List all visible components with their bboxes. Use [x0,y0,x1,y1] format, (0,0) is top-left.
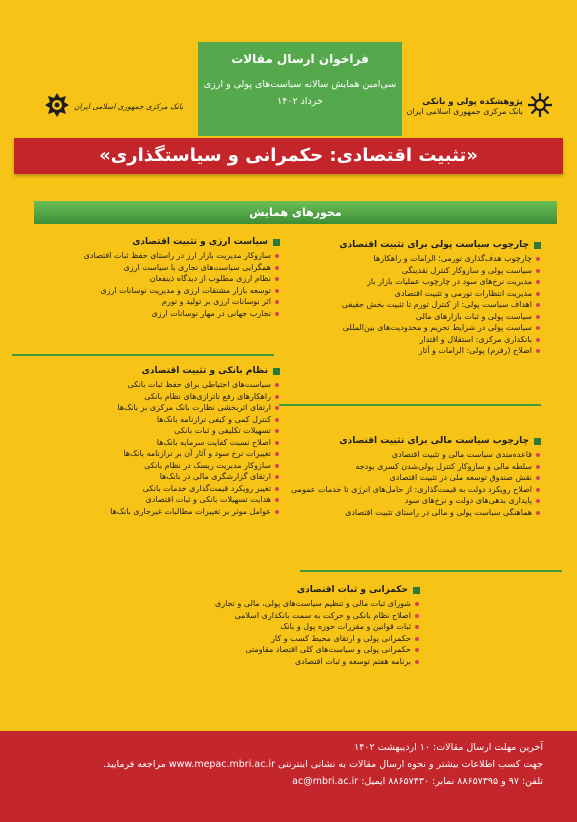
central-bank-logo-icon [44,92,70,122]
email-link[interactable]: ac@mbri.ac.ir [292,776,359,787]
header [0,0,577,134]
website-link[interactable]: www.mepac.mbri.ac.ir [168,759,275,770]
section-divider [12,354,274,356]
call-title: فراخوان ارسال مقالات [231,52,369,66]
submission-deadline: آخرین مهلت ارسال مقالات: ۱۰ اردیبهشت ۱۴۰۲ [354,742,543,753]
section-divider [300,570,562,572]
list-item: سیاست پولی در شرایط تحریم و محدودیت‌های بین‌المللی [271,322,541,334]
section-title: نظام بانکی و تثبیت اقتصادی [141,366,268,376]
section-title: چارچوب سیاست مالی برای تثبیت اقتصادی [339,436,529,446]
square-bullet-icon [413,587,420,594]
list-item: راهکارهای رفع ناترازی‌های نظام بانکی [12,391,280,403]
list-item: حکمرانی پولی و ارتقای محیط کسب و کار [150,633,420,645]
item-list [271,449,541,518]
mbri-logo-subtitle: بانک مرکزی جمهوری اسلامی ایران [406,107,523,116]
item-list [150,598,420,667]
info-text-after: مراجعه فرمایید. [103,759,166,770]
list-item: همگرایی سیاست‌های تجاری با سیاست ارزی [12,262,280,274]
list-item: توسعه بازار مشتقات ارزی و مدیریت نوسانات ارزی [12,285,280,297]
section-title: حکمرانی و ثبات اقتصادی [296,585,408,595]
axes-title: محورهای همایش [34,201,557,224]
footer [0,731,577,822]
list-item: تغییر رویکرد قیمت‌گذاری خدمات بانکی [12,483,280,495]
list-item: سازوکار مدیریت بازار ارز در راستای حفظ ثبات اقتصادی [12,250,280,262]
list-item: حکمرانی پولی و سیاست‌های کلی اقتصاد مقاومتی [150,644,420,656]
contact-line [20,773,543,790]
central-bank-logo-text: بانک مرکزی جمهوری اسلامی ایران [74,102,184,111]
list-item: چارچوب هدف‌گذاری تورمی؛ الزامات و راهکارها [271,253,541,265]
central-bank-logo [44,92,183,122]
list-item: بانکداری مرکزی: استقلال و اقتدار [271,334,541,346]
list-item: سیاست پولی و سازوکار کنترل نقدینگی [271,265,541,277]
list-item: ارتقای اثربخشی نظارت بانک مرکزی بر بانک‌ها [12,402,280,414]
section-fiscal-policy [271,436,541,518]
square-bullet-icon [534,438,541,445]
mbri-logo [406,92,553,122]
square-bullet-icon [273,239,280,246]
list-item: ارتقای گزارشگری مالی در بانک‌ها [12,471,280,483]
list-item: مدیریت نرخ‌های سود در چارچوب عملیات بازار باز [271,276,541,288]
list-item: اصلاح (رفرم) پولی: الزامات و آثار [271,345,541,357]
list-item: کنترل کمی و کیفی ترازنامه بانک‌ها [12,414,280,426]
list-item: سیاست پولی و ثبات بازارهای مالی [271,311,541,323]
info-line [20,756,543,773]
list-item: اثر نوسانات ارزی بر تولید و تورم [12,296,280,308]
mbri-logo-icon [527,92,553,122]
list-item: اهداف سیاست پولی: از کنترل تورم تا تثبیت بخش حقیقی [271,299,541,311]
list-item: هدایت تسهیلات بانکی و ثبات اقتصادی [12,494,280,506]
list-item: قاعده‌مندی سیاست مالی و تثبیت اقتصادی [271,449,541,461]
list-item: تغییرات نرخ سود و آثار آن بر ترازنامه بانک‌ها [12,448,280,460]
list-item: برنامه هفتم توسعه و ثبات اقتصادی [150,656,420,668]
list-item: تسهیلات تکلیفی و ثبات بانکی [12,425,280,437]
square-bullet-icon [273,368,280,375]
section-title: سیاست ارزی و تثبیت اقتصادی [132,237,268,247]
conference-date: خرداد ۱۴۰۲ [277,96,323,107]
list-item: مدیریت انتظارات تورمی و تثبیت اقتصادی [271,288,541,300]
section-monetary-policy [271,240,541,357]
section-banking [12,366,280,517]
list-item: اصلاح نظام بانکی و حرکت به سمت بانکداری اسلامی [150,610,420,622]
list-item: هماهنگی سیاست پولی و مالی در راستای تثبیت اقتصادی [271,507,541,519]
list-item: پایداری بدهی‌های دولت و نرخ‌های سود [271,495,541,507]
list-item: سیاست‌های احتیاطی برای حفظ ثبات بانکی [12,379,280,391]
item-list [271,253,541,357]
list-item: عوامل موثر بر تغییرات مطالبات غیرجاری بانک‌ها [12,506,280,518]
section-title: چارچوب سیاست پولی برای تثبیت اقتصادی [339,240,529,250]
list-item: ثبات قوانین و مقررات حوزه پول و بانک [150,621,420,633]
list-item: شورای ثبات مالی و تنظیم سیاست‌های پولی، مالی و تجاری [150,598,420,610]
contact-text: تلفن: ۹۷ و ۸۸۶۵۷۳۹۵ نمابر: ۸۸۶۵۷۴۳۰ ایمیل: [361,776,543,787]
list-item: اصلاح نسبت کفایت سرمایه بانک‌ها [12,437,280,449]
call-box [198,42,402,136]
list-item: اصلاح رویکرد دولت به قیمت‌گذاری: از حامل‌های انرژی تا خدمات عمومی [271,484,541,496]
list-item: تجارب جهانی در مهار نوسانات ارزی [12,308,280,320]
mbri-logo-title: پژوهشکده پولی و بانکی [422,97,523,107]
item-list [12,379,280,517]
section-divider [279,404,541,406]
item-list [12,250,280,319]
conference-subtitle: سی‌امین همایش سالانه سیاست‌های پولی و ارزی [203,79,397,90]
list-item: نظام ارزی مطلوب از دیدگاه ذینفعان [12,273,280,285]
list-item: سازوکار مدیریت ریسک در نظام بانکی [12,460,280,472]
info-text-before: جهت کسب اطلاعات بیشتر و نحوه ارسال مقالات به نشانی اینترنتی [278,759,543,770]
section-currency-policy [12,237,280,319]
list-item: نقش صندوق توسعه ملی در تثبیت اقتصادی [271,472,541,484]
main-title: «تثبیت اقتصادی: حکمرانی و سیاستگذاری» [14,138,563,174]
list-item: سلطه مالی و سازوکار کنترل پولی‌شدن کسری بودجه [271,461,541,473]
section-governance [150,585,420,667]
square-bullet-icon [534,242,541,249]
